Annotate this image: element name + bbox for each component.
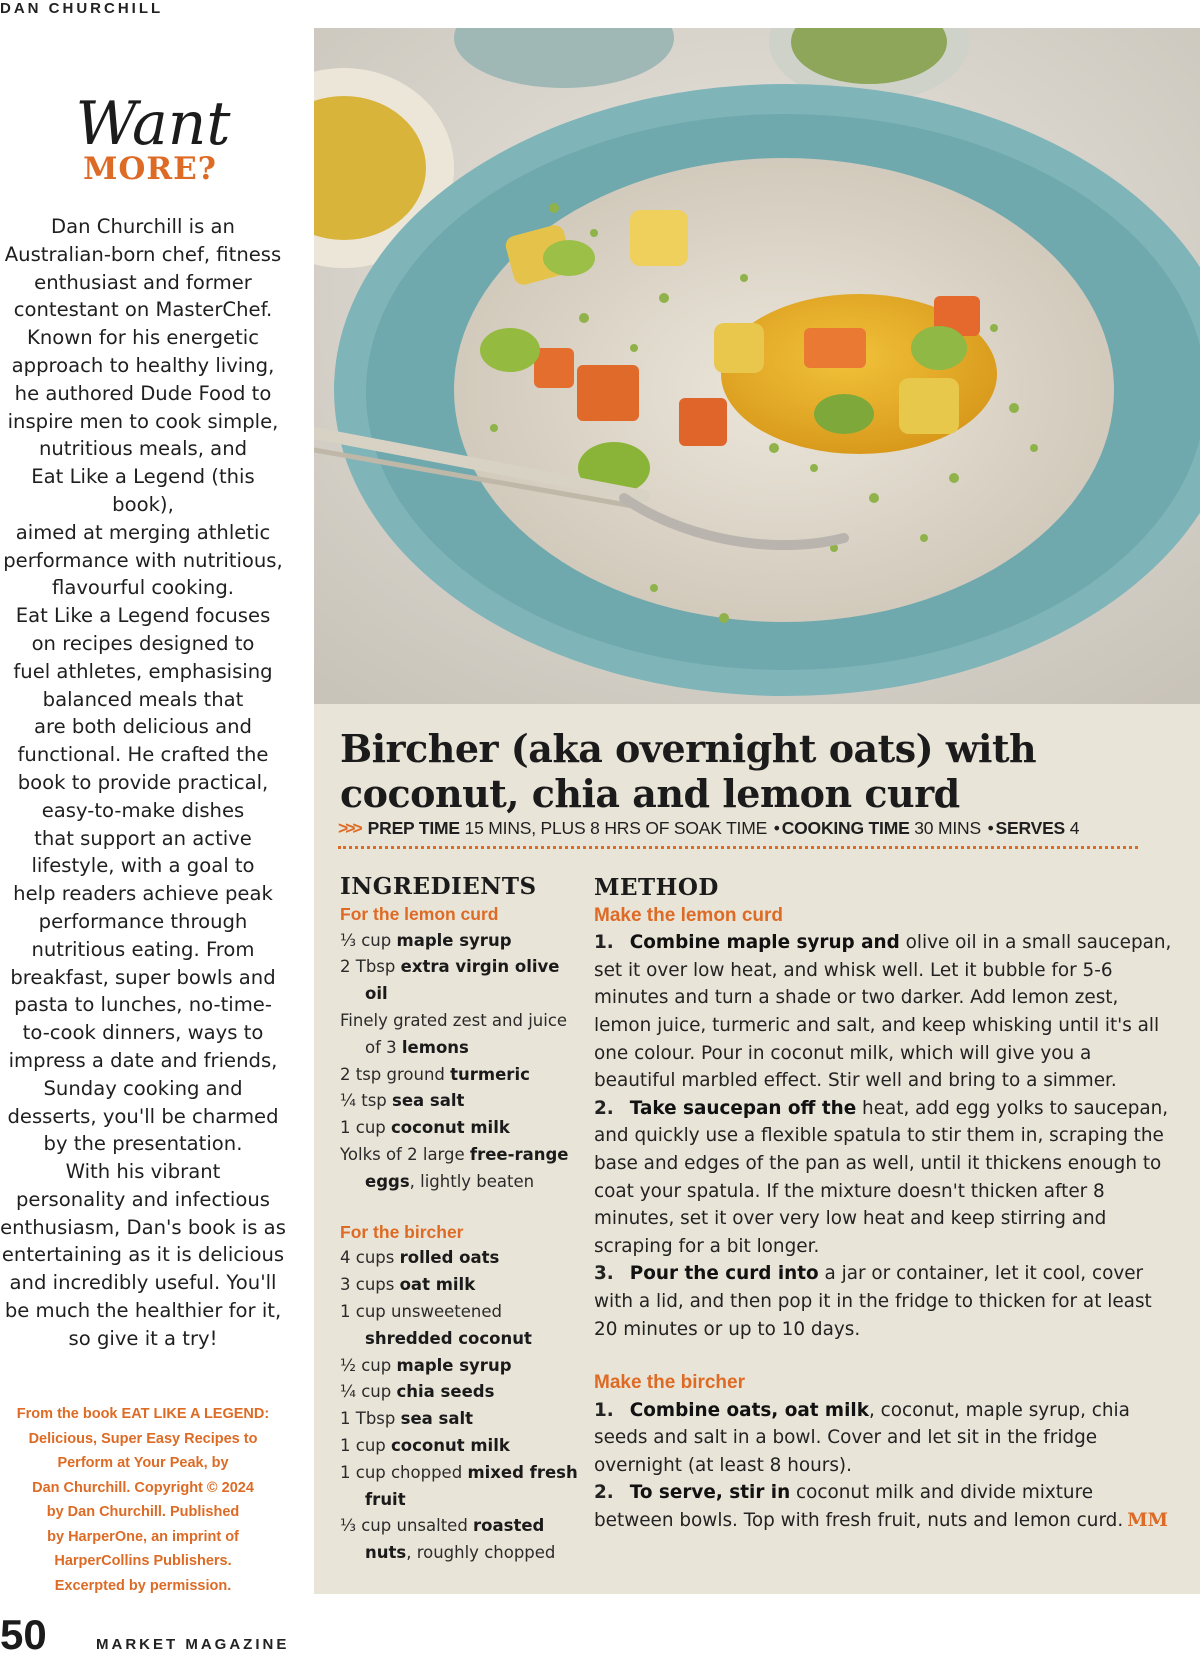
ingredient-name: sea salt	[400, 1409, 474, 1429]
ingredient-note: , lightly beaten	[409, 1171, 535, 1191]
step-text: olive oil in a small saucepan, set it over low heat, and whisk well. Let it bubble for 5-6 minutes and turn a shade or two darker. Add lemon zest, lemon juice, turmeric and salt, and keep whisking until it's all one colour. Pour in coconut milk, which will give you a beautiful marbled effect. Stir well and bring to a simmer.	[594, 932, 1172, 1092]
bio-line: Dan Churchill is an	[51, 215, 235, 238]
bio-line: and incredibly useful. You'll	[9, 1271, 277, 1295]
ingredient-item	[340, 1353, 580, 1380]
ingredient-name: oat milk	[399, 1275, 476, 1295]
recipe-title-line: coconut, chia and lemon curd	[340, 771, 960, 816]
page-number: 50	[0, 1611, 47, 1658]
method-step	[594, 929, 1174, 1095]
ingredient-quantity: 2 tsp ground	[340, 1064, 451, 1084]
ingredient-name: lemons	[401, 1037, 469, 1057]
recipe-title	[340, 726, 1140, 816]
bio-line: Eat Like a Legend (this book),	[31, 465, 255, 516]
ingredient-name: maple syrup	[396, 930, 512, 950]
ingredient-name: free-range eggs	[365, 1144, 569, 1191]
credit-line: Dan Churchill. Copyright © 2024	[32, 1479, 254, 1496]
credit-line: Delicious, Super Easy Recipes to	[28, 1430, 258, 1447]
ingredient-item	[340, 1142, 580, 1196]
bio-line: nutritious meals, and	[38, 437, 248, 461]
lemon-curd-subheading: For the lemon curd	[340, 903, 499, 924]
method-bircher-steps	[594, 1397, 1174, 1535]
ingredient-quantity: 4 cups	[340, 1248, 400, 1268]
cooking-time-label: COOKING TIME	[781, 818, 910, 838]
ingredient-item	[340, 1245, 580, 1272]
step-number: 2.	[594, 1097, 614, 1119]
ingredient-item	[340, 1406, 580, 1433]
ingredient-quantity: 3 cups	[340, 1275, 400, 1295]
step-lead: To serve, stir in	[629, 1482, 791, 1504]
ingredient-quantity: ⅓ cup	[340, 930, 397, 950]
ingredient-item	[340, 1379, 580, 1406]
step-lead: Take saucepan off the	[629, 1097, 857, 1119]
recipe-meta	[338, 818, 1118, 839]
chevron-icon: >>>	[338, 818, 360, 838]
bio-line: performance through	[38, 909, 248, 933]
ingredient-item	[340, 954, 580, 1008]
bio-line: be much the healthier for it,	[4, 1299, 282, 1323]
method-column	[594, 874, 1174, 1535]
ingredients-heading: INGREDIENTS	[340, 873, 537, 900]
bio-line: are both delicious and	[34, 715, 252, 739]
bio-line: help readers achieve peak	[13, 882, 273, 906]
step-text: coconut milk and divide mixture between bowls. Top with fresh fruit, nuts and lemon curd.	[594, 1482, 1124, 1532]
ingredient-name: roasted nuts	[365, 1516, 545, 1563]
ingredient-quantity: 2 Tbsp	[340, 957, 401, 977]
author-running-head: DAN CHURCHILL	[0, 0, 164, 17]
book-credit	[0, 1402, 286, 1598]
credit-line: HarperCollins Publishers.	[54, 1553, 232, 1569]
ingredient-item	[340, 1299, 580, 1353]
ingredient-item	[340, 1460, 580, 1514]
bio-line: pasta to lunches, no-time-	[14, 993, 272, 1017]
bio-line: With his vibrant	[65, 1160, 221, 1184]
bio-line: functional. He crafted the	[17, 743, 269, 767]
bio-line: by the presentation.	[43, 1132, 243, 1156]
bio-line: easy-to-make dishes	[41, 798, 245, 822]
bircher-bowl-illustration	[314, 28, 1200, 704]
serves-label: SERVES	[995, 818, 1066, 838]
step-text: a jar or container, let it cool, cover with a lid, and then pop it in the fridge to thicken for at least 20 minutes or up to 10 days.	[594, 1263, 1152, 1340]
bio-line: entertaining as it is delicious	[1, 1243, 285, 1267]
recipe-photo	[314, 28, 1200, 704]
step-lead: Pour the curd into	[629, 1263, 819, 1285]
bio-line: he authored Dude Food to	[14, 381, 272, 405]
recipe-title-line: Bircher (aka overnight oats) with	[340, 726, 1037, 771]
ingredient-name: extra virgin olive oil	[365, 957, 560, 1004]
ingredient-item	[340, 1088, 580, 1115]
bio-line: inspire men to cook simple,	[7, 409, 279, 433]
ingredient-note: , roughly chopped	[406, 1543, 556, 1563]
ingredient-quantity: 1 Tbsp	[340, 1409, 401, 1429]
method-step	[594, 1095, 1174, 1261]
method-bircher-subheading: Make the bircher	[594, 1372, 745, 1394]
ingredient-item	[340, 1008, 580, 1062]
ingredient-quantity: ¼ tsp	[340, 1091, 393, 1111]
bio-line: Australian-born chef, fitness	[4, 242, 282, 266]
ingredient-name: coconut milk	[391, 1435, 510, 1455]
ingredient-name: shredded coconut	[365, 1328, 532, 1348]
ingredient-item	[340, 1433, 580, 1460]
magazine-name: MARKET MAGAZINE	[96, 1636, 290, 1653]
method-heading: METHOD	[594, 874, 719, 901]
ingredient-name: maple syrup	[396, 1355, 512, 1375]
ingredient-item	[340, 1062, 580, 1089]
ingredient-item	[340, 1272, 580, 1299]
prep-time-value: 15 MINS, PLUS 8 HRS OF SOAK TIME	[464, 818, 768, 838]
bio-line: fuel athletes, emphasising	[13, 659, 273, 683]
method-step	[594, 1397, 1174, 1480]
bio-line: that support an active	[34, 826, 252, 850]
ingredient-quantity: ⅓ cup unsalted	[340, 1516, 474, 1536]
bio-line: aimed at merging athletic	[15, 520, 271, 544]
bio-line: so give it a try!	[68, 1326, 218, 1350]
credit-line: by HarperOne, an imprint of	[47, 1528, 239, 1545]
serves-value: 4	[1069, 818, 1080, 838]
credit-line: From the book EAT LIKE A LEGEND:	[16, 1406, 270, 1422]
ingredient-quantity: 1 cup	[340, 1435, 391, 1455]
cooking-time-value: 30 MINS	[914, 818, 981, 838]
ingredient-item	[340, 1513, 580, 1567]
method-curd-subheading: Make the lemon curd	[594, 904, 783, 926]
ingredient-name: mixed fresh fruit	[365, 1462, 578, 1509]
step-lead: Combine oats, oat milk	[629, 1399, 869, 1421]
bio-line: approach to healthy living,	[11, 353, 275, 377]
ingredient-quantity: 1 cup chopped	[340, 1462, 468, 1482]
bio-line: balanced meals that	[42, 687, 244, 711]
bio-line: contestant on MasterChef.	[13, 298, 273, 322]
ingredient-quantity: ½ cup	[340, 1355, 397, 1375]
meta-separator: •	[987, 818, 994, 838]
meta-separator: •	[773, 818, 780, 838]
prep-time-label: PREP TIME	[367, 818, 460, 838]
step-number: 1.	[594, 932, 614, 954]
bio-line: breakfast, super bowls and	[10, 965, 276, 989]
ingredient-name: rolled oats	[399, 1248, 500, 1268]
ingredient-quantity: 1 cup unsweetened	[340, 1301, 503, 1321]
ingredient-name: sea salt	[392, 1091, 465, 1111]
step-lead: Combine maple syrup and	[629, 932, 900, 954]
want-script-heading: Want	[75, 89, 231, 159]
bio-line: desserts, you'll be charmed	[7, 1104, 279, 1128]
bio-line: nutritious eating. From	[31, 937, 255, 961]
bio-line: impress a date and friends,	[8, 1048, 278, 1072]
bio-line: Eat Like a Legend focuses	[15, 604, 271, 628]
credit-line: by Dan Churchill. Published	[46, 1504, 240, 1520]
bio-line: on recipes designed to	[31, 631, 255, 655]
ingredient-quantity: ¼ cup	[340, 1382, 397, 1402]
bio-line: performance with nutritious,	[3, 548, 283, 572]
ingredient-name: chia seeds	[396, 1382, 495, 1402]
bio-line: personality and infectious	[16, 1187, 270, 1211]
bio-line: Known for his energetic	[26, 326, 260, 350]
ingredients-column	[340, 874, 580, 1567]
step-number: 3.	[594, 1263, 614, 1285]
credit-line: Excerpted by permission.	[54, 1577, 232, 1594]
bio-line: Sunday cooking and	[43, 1076, 243, 1100]
sidebar	[0, 89, 286, 1353]
ingredient-name: turmeric	[450, 1064, 530, 1084]
step-text: heat, add egg yolks to saucepan, and quickly use a flexible spatula to stir them in, scraping the base and edges of the pan as well, until it thickens enough to coat your spatula. If the mixture doesn't thicken after 8 minutes, set it over very low heat and keep stirring and scraping for a bit longer.	[594, 1097, 1169, 1257]
bircher-ingredients	[340, 1245, 580, 1567]
bio-line: book to provide practical,	[17, 770, 269, 794]
recipe-panel	[314, 704, 1200, 1594]
bio-line: enthusiast and former	[34, 270, 252, 294]
bio-line: lifestyle, with a goal to	[31, 854, 255, 878]
ingredient-name: coconut milk	[391, 1118, 510, 1138]
method-step	[594, 1260, 1174, 1343]
credit-line: Perform at Your Peak, by	[57, 1455, 229, 1471]
end-mark: MM	[1127, 1510, 1168, 1532]
bircher-subheading: For the bircher	[340, 1221, 464, 1242]
author-bio	[0, 213, 286, 1353]
lemon-curd-ingredients	[340, 928, 580, 1196]
more-heading: MORE?	[83, 151, 217, 187]
ingredient-item	[340, 1115, 580, 1142]
ingredient-quantity: Yolks of 2 large	[340, 1144, 470, 1164]
bio-line: to-cook dinners, ways to	[22, 1021, 264, 1045]
step-text: , coconut, maple syrup, chia seeds and salt in a bowl. Cover and let sit in the fridge overnight (at least 8 hours).	[594, 1399, 1130, 1476]
method-curd-steps	[594, 929, 1174, 1343]
ingredient-item	[340, 928, 580, 955]
step-number: 1.	[594, 1399, 614, 1421]
bio-line: flavourful cooking.	[51, 576, 235, 600]
bio-line: enthusiasm, Dan's book is as	[0, 1215, 286, 1239]
dotted-divider	[338, 846, 1138, 849]
ingredient-quantity: 1 cup	[340, 1118, 391, 1138]
method-step	[594, 1479, 1174, 1534]
step-number: 2.	[594, 1482, 614, 1504]
ingredient-quantity: Finely grated zest and juice of 3	[340, 1010, 568, 1057]
